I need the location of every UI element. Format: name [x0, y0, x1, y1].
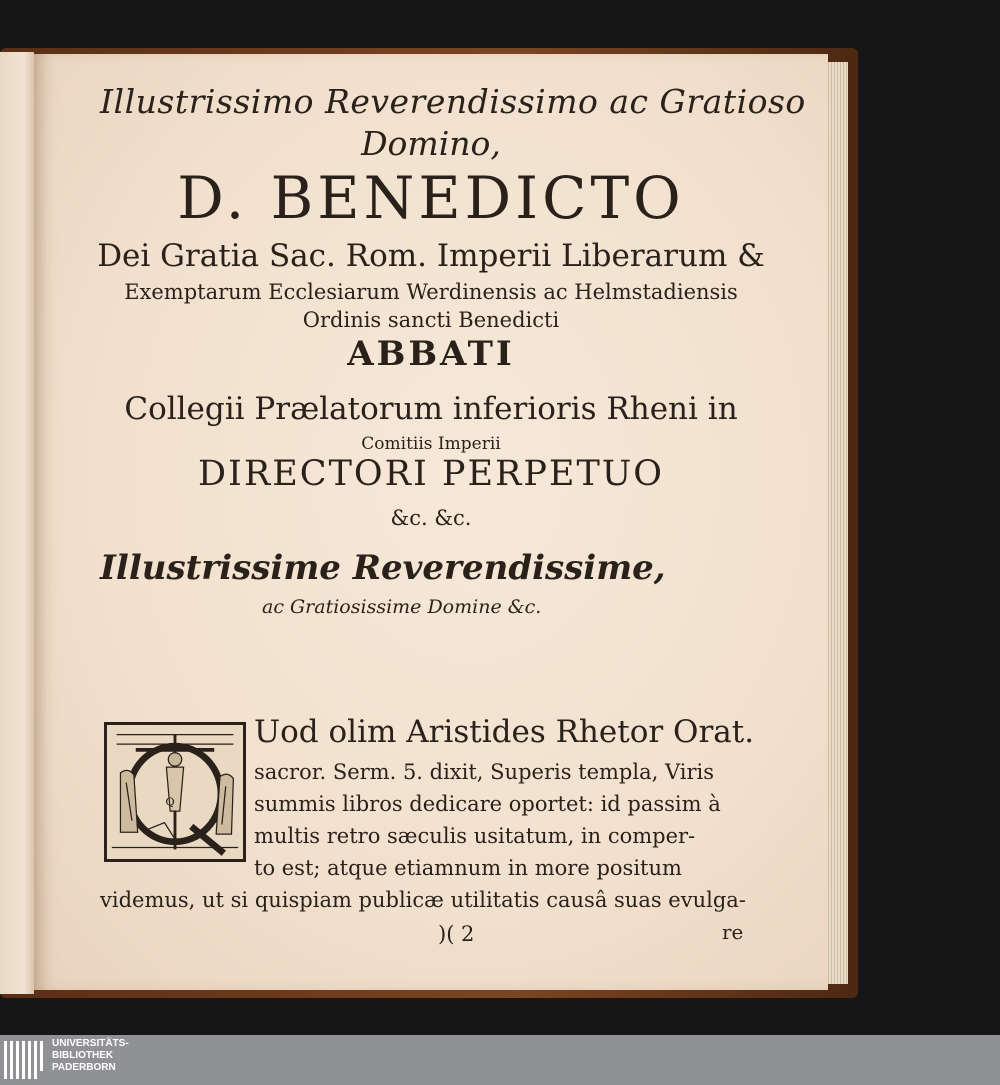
signature-mark: )( 2 [438, 922, 475, 946]
university-library-logo-icon [2, 1039, 46, 1081]
book-page [34, 54, 828, 990]
dedication-title-abbati: ABBATI [347, 334, 515, 374]
dedication-line-6: Ordinis sancti Benedicti [302, 308, 560, 332]
dedication-line-2: Domino, [361, 124, 501, 163]
dedication-title-directori: DIRECTORI PERPETUO [198, 454, 664, 494]
footer-bar [0, 1035, 1000, 1085]
dedication-line-1: Illustrissimo Reverendissimo ac Gratioso [100, 82, 806, 121]
dedication-line-9: Comitiis Imperii [361, 434, 501, 454]
salutation-line-2: ac Gratiosissime Domine &c. [262, 596, 542, 618]
body-line-6: videmus, ut si quispiam publicæ utilitatis causâ suas evulga- [100, 888, 746, 912]
dedication-line-11: &c. &c. [390, 506, 472, 530]
woodcut-initial-image [107, 725, 243, 859]
dedication-name: D. BENEDICTO [177, 164, 685, 232]
dedication-line-8: Collegii Prælatorum inferioris Rheni in [124, 391, 738, 427]
page-edges [826, 62, 848, 984]
salutation-line-1: Illustrissime Reverendissime, [100, 548, 666, 588]
logo-line-1: UNIVERSITÄTS- [52, 1038, 129, 1049]
dedication-line-4: Dei Gratia Sac. Rom. Imperii Liberarum & [97, 238, 765, 274]
catchword: re [722, 920, 744, 944]
logo-line-2: BIBLIOTHEK [52, 1050, 114, 1061]
logo-line-3: PADERBORN [52, 1062, 116, 1073]
body-line-1: Uod olim Aristides Rhetor Orat. [254, 714, 755, 750]
woodcut-initial [104, 722, 246, 862]
dedication-line-5: Exemptarum Ecclesiarum Werdinensis ac Helmstadiensis [124, 280, 738, 304]
left-page-edge [0, 52, 34, 994]
body-line-2: sacror. Serm. 5. dixit, Superis templa, Viris [254, 760, 715, 784]
body-line-5: to est; atque etiamnum in more positum [254, 856, 682, 880]
logo-text [52, 1038, 129, 1074]
initial-letter: Q [165, 794, 175, 809]
body-line-4: multis retro sæculis usitatum, in comper- [254, 824, 696, 848]
body-line-3: summis libros dedicare oportet: id passim à [254, 792, 721, 816]
